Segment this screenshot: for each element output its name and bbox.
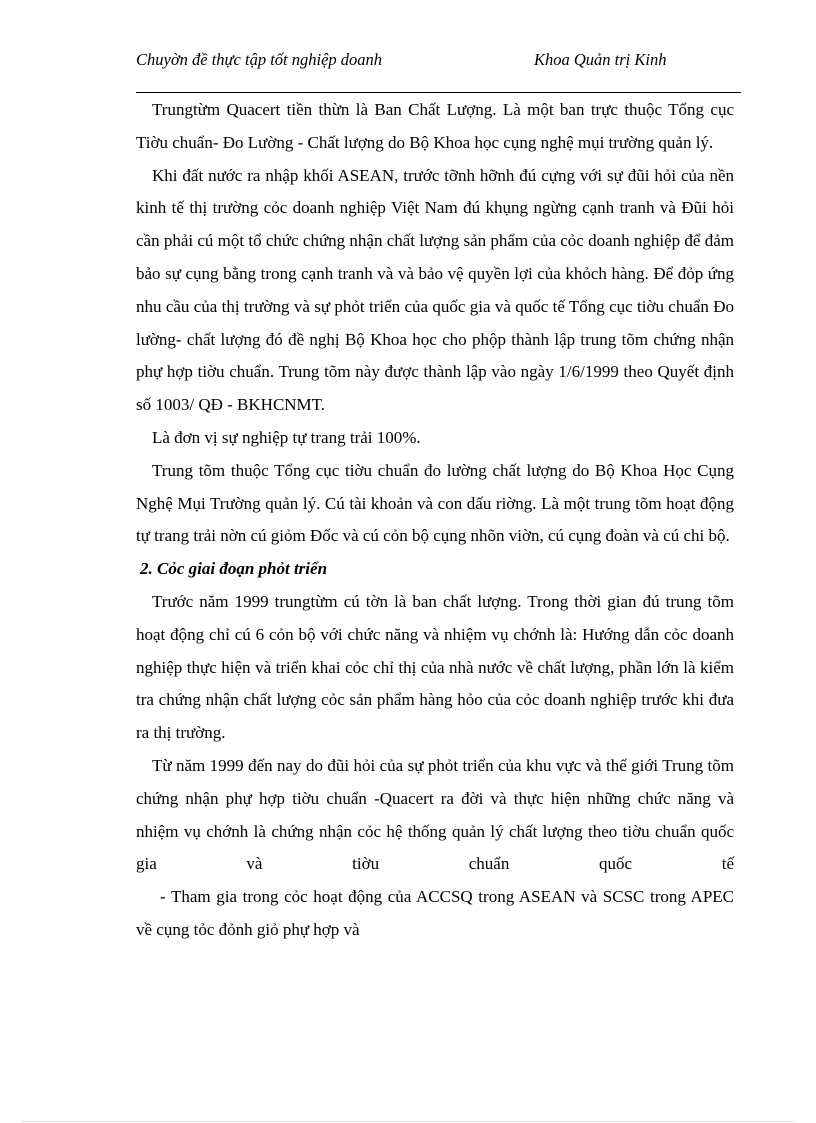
paragraph-since-1999: Từ năm 1999 đến nay do đũi hỏi của sự phỏt triển của khu vực và thế giới Trung tõm chứng nhận phự hợp tiờu chuẩn -Quacert ra đời và thực hiện những chức năng và nhiệm vụ chớnh là chứng nhận cỏc hệ thống quản lý chất lượng theo tiờu chuẩn quốc gia và tiờu chuẩn quốc tế <box>136 755 734 874</box>
paragraph-management: Trung tõm thuộc Tổng cục tiờu chuẩn đo lường chất lượng do Bộ Khoa Học Cụng Nghệ Mụi Trường quản lý. Cú tài khoản và con dấu riờng. Là một trung tõm hoạt động tự trang trải nờn cú giỏm Đốc và cú cỏn bộ cụng nhõn viờn, cú cụng đoàn và cú chi bộ. <box>136 460 734 546</box>
document-body <box>136 94 734 947</box>
paragraph-intro: Trungtừm Quacert tiền thừn là Ban Chất Lượng. Là một ban trực thuộc Tổng cục Tiờu chuẩn- Đo Lường - Chất lượng do Bộ Khoa học cụng nghệ mụi trường quản lý. <box>136 100 734 152</box>
page-header <box>136 50 741 93</box>
header-right-title: Khoa Quản trị Kinh <box>534 50 667 69</box>
page-bottom-divider <box>22 1121 794 1122</box>
paragraph-self-financing: Là đơn vị sự nghiệp tự trang trải 100%. <box>152 427 421 447</box>
paragraph-accsq: - Tham gia trong cỏc hoạt động của ACCSQ trong ASEAN và SCSC trong APEC về cụng tỏc đỏnh giỏ phự hợp và <box>136 887 734 939</box>
paragraph-establishment: Khi đất nước ra nhập khối ASEAN, trước tỡnh hỡnh đú cựng với sự đũi hỏi của nền kinh tế thị trường cỏc doanh nghiệp Việt Nam đú khụng ngừng cạnh tranh và Đũi hỏi cần phải cú một tổ chức chứng nhận chất lượng sản phẩm của cỏc doanh nghiệp để đảm bảo sự cụng bằng trong cạnh tranh và và bảo vệ quyền lợi của khỏch hàng. Để đỏp ứng nhu cầu của thị trường và sự phỏt triển của quốc gia và quốc tế Tổng cục tiờu chuẩn Đo lường- chất lượng đó đề nghị Bộ Khoa học cho phộp thành lập trung tõm chứng nhận phự hợp tiờu chuẩn. Trung tõm này được thành lập vào ngày 1/6/1999 theo Quyết định số 1003/ QĐ - BKHCNMT. <box>136 165 734 415</box>
paragraph-before-1999: Trước năm 1999 trungtừm cú tờn là ban chất lượng. Trong thời gian đú trung tõm hoạt động chỉ cú 6 cỏn bộ với chức năng và nhiệm vụ chớnh là: Hướng dẫn cỏc doanh nghiệp thực hiện và triển khai cỏc chỉ thị của nhà nước về chất lượng, phần lớn là kiểm tra chứng nhận chất lượng cỏc sản phẩm hàng hỏo của cỏc doanh nghiệp trước khi đưa ra thị trường. <box>136 591 734 743</box>
header-left-title: Chuyờn đề thực tập tốt nghiệp doanh <box>136 50 383 69</box>
section-heading: 2. Cỏc giai đoạn phỏt triển <box>140 559 328 579</box>
